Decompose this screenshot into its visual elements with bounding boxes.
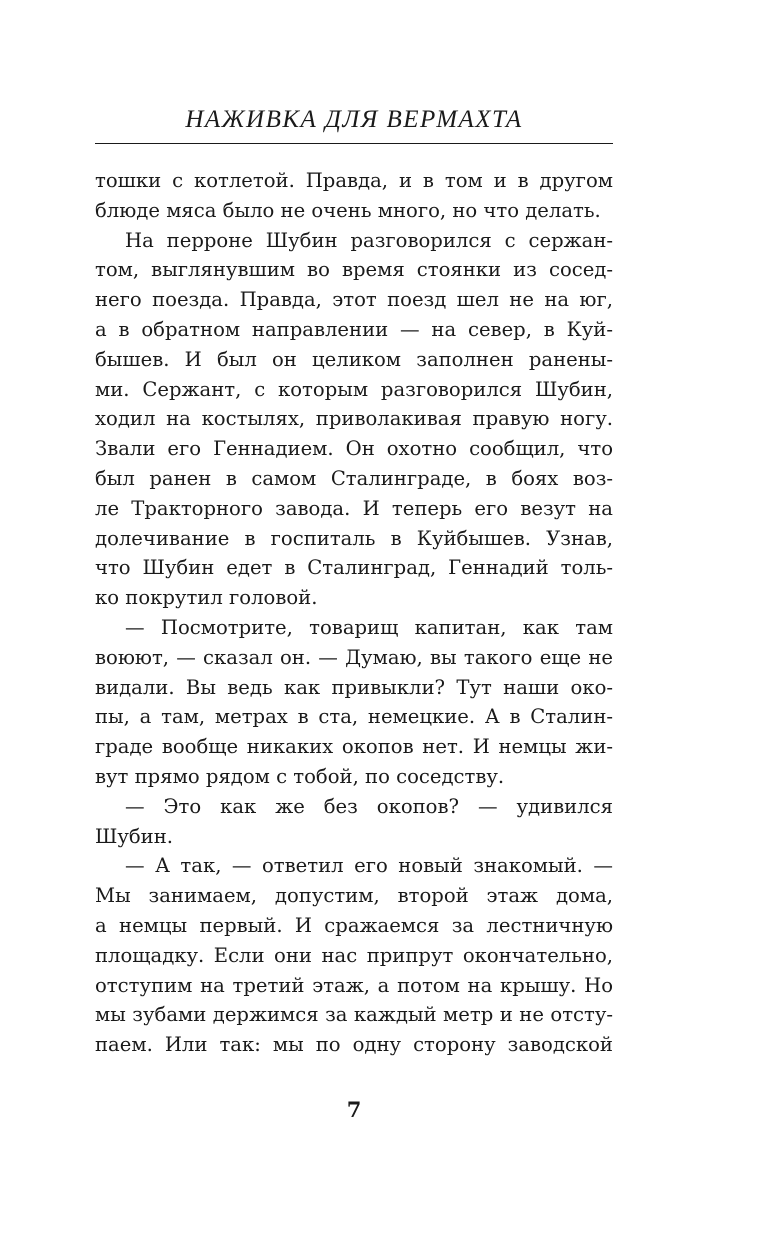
- text-line: Шубин.: [95, 824, 174, 848]
- page-number: 7: [346, 1097, 362, 1122]
- text-line: вут прямо рядом с тобой, по соседству.: [95, 764, 505, 788]
- text-line: ле Тракторного завода. И теперь его везут на: [95, 496, 613, 520]
- text-line: блюде мяса было не очень много, но что делать.: [95, 198, 601, 222]
- text-line: а в обратном направлении — на север, в Куй-: [95, 317, 613, 341]
- text-line: ко покрутил головой.: [95, 586, 318, 610]
- text-line: отступим на третий этаж, а потом на крышу. Но: [95, 973, 613, 997]
- text-line: — Посмотрите, товарищ капитан, как там: [125, 615, 613, 639]
- text-line: том, выглянувшим во время стоянки из сосед-: [95, 258, 613, 282]
- running-header: НАЖИВКА ДЛЯ ВЕРМАХТА: [185, 106, 523, 133]
- text-line: На перроне Шубин разговорился с сержан-: [125, 228, 613, 252]
- text-line: — А так, — ответил его новый знакомый. —: [125, 854, 613, 878]
- text-line: тошки с котлетой. Правда, и в том и в другом: [95, 169, 613, 192]
- header-divider: [95, 143, 613, 144]
- text-line: паем. Или так: мы по одну сторону заводской: [95, 1033, 613, 1057]
- text-line: ми. Сержант, с которым разговорился Шубин,: [95, 377, 613, 401]
- text-line: что Шубин едет в Сталинград, Геннадий толь-: [95, 556, 613, 580]
- text-line: граде вообще никаких окопов нет. И немцы жи-: [95, 735, 613, 759]
- text-line: него поезда. Правда, этот поезд шел не на юг,: [95, 288, 613, 312]
- text-line: — Это как же без окопов? — удивился: [125, 794, 613, 818]
- text-line: площадку. Если они нас припрут окончательно,: [95, 943, 613, 967]
- text-line: видали. Вы ведь как привыкли? Тут наши око-: [95, 675, 613, 699]
- text-line: Мы занимаем, допустим, второй этаж дома,: [95, 884, 613, 908]
- text-line: воюют, — сказал он. — Думаю, вы такого еще не: [95, 645, 613, 669]
- text-line: был ранен в самом Сталинграде, в боях воз-: [95, 466, 613, 490]
- text-line: пы, а там, метрах в ста, немецкие. А в Сталин-: [95, 705, 613, 729]
- text-line: мы зубами держимся за каждый метр и не отсту-: [95, 1003, 613, 1027]
- text-line: долечивание в госпиталь в Куйбышев. Узнав,: [95, 526, 613, 550]
- text-line: бышев. И был он целиком заполнен ранены-: [95, 347, 613, 371]
- text-line: а немцы первый. И сражаемся за лестничную: [95, 913, 613, 937]
- body-text: [95, 166, 613, 1060]
- text-line: ходил на костылях, приволакивая правую ногу.: [95, 407, 613, 431]
- text-line: Звали его Геннадием. Он охотно сообщил, что: [95, 437, 613, 461]
